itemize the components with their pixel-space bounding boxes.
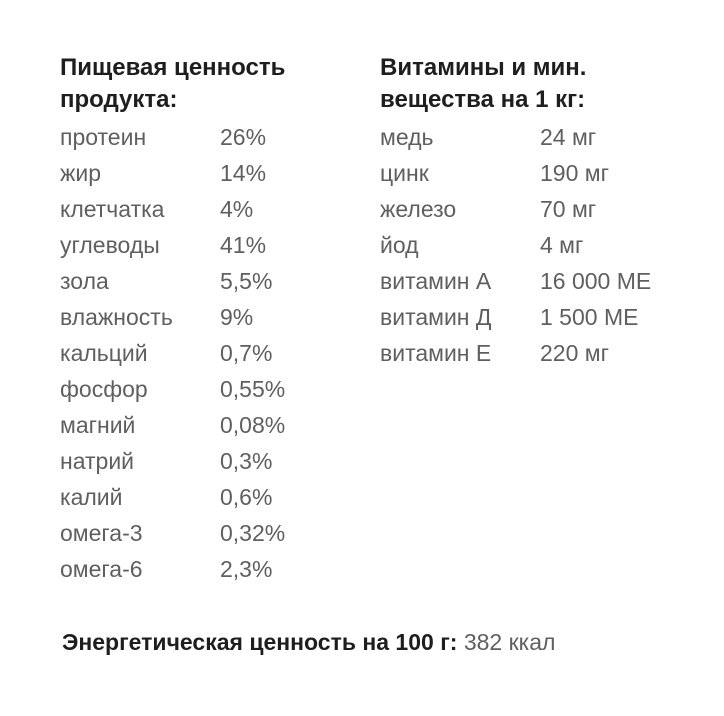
nutrient-name: жир bbox=[60, 160, 102, 186]
nutrient-value: 2,3% bbox=[220, 556, 273, 582]
vitamin-name: витамин А bbox=[380, 268, 492, 294]
vitamin-value: 16 000 МЕ bbox=[540, 268, 652, 294]
nutrient-value: 9% bbox=[220, 304, 254, 330]
vitamin-name: железо bbox=[380, 196, 457, 222]
nutrient-name: фосфор bbox=[60, 376, 148, 402]
nutrition-row bbox=[60, 227, 285, 263]
nutrition-heading-line2: продукта: bbox=[60, 86, 178, 113]
nutrient-value: 26% bbox=[220, 124, 267, 150]
nutrition-row bbox=[60, 407, 285, 443]
nutrition-row bbox=[60, 335, 285, 371]
vitamin-name: медь bbox=[380, 124, 434, 150]
vitamin-value: 190 мг bbox=[540, 160, 609, 186]
nutrition-row bbox=[60, 191, 285, 227]
vitamin-value: 220 мг bbox=[540, 340, 609, 366]
nutrition-row bbox=[60, 263, 285, 299]
nutrition-row bbox=[60, 299, 285, 335]
nutrient-name: калий bbox=[60, 484, 123, 510]
vitamins-heading-line2: вещества на 1 кг: bbox=[380, 86, 586, 113]
nutrient-value: 0,6% bbox=[220, 484, 273, 510]
nutrient-value: 14% bbox=[220, 160, 267, 186]
nutrition-row bbox=[60, 371, 285, 407]
vitamin-row bbox=[380, 191, 651, 227]
nutrient-value: 4% bbox=[220, 196, 254, 222]
vitamins-heading bbox=[380, 52, 651, 116]
energy-value-line bbox=[62, 624, 555, 660]
nutrition-row bbox=[60, 551, 285, 587]
nutrient-value: 5,5% bbox=[220, 268, 273, 294]
nutrient-value: 0,08% bbox=[220, 412, 286, 438]
vitamin-row bbox=[380, 119, 651, 155]
vitamins-list bbox=[380, 119, 651, 371]
nutrition-heading-line1: Пищевая ценность bbox=[60, 54, 286, 81]
vitamin-row bbox=[380, 155, 651, 191]
nutrition-row bbox=[60, 155, 285, 191]
nutrient-name: протеин bbox=[60, 124, 147, 150]
vitamin-row bbox=[380, 263, 651, 299]
nutrient-name: омега-3 bbox=[60, 520, 143, 546]
vitamin-name: витамин Д bbox=[380, 304, 492, 330]
vitamin-row bbox=[380, 227, 651, 263]
vitamin-row bbox=[380, 335, 651, 371]
nutrition-row bbox=[60, 479, 285, 515]
nutrition-list bbox=[60, 119, 285, 587]
vitamins-heading-line1: Витамины и мин. bbox=[380, 54, 587, 81]
vitamin-name: цинк bbox=[380, 160, 429, 186]
nutrient-name: магний bbox=[60, 412, 136, 438]
nutrient-name: омега-6 bbox=[60, 556, 143, 582]
nutrient-name: клетчатка bbox=[60, 196, 165, 222]
vitamin-row bbox=[380, 299, 651, 335]
nutrient-name: углеводы bbox=[60, 232, 160, 258]
nutrition-heading bbox=[60, 52, 285, 116]
vitamin-value: 4 мг bbox=[540, 232, 584, 258]
vitamin-value: 1 500 МЕ bbox=[540, 304, 639, 330]
nutrient-name: натрий bbox=[60, 448, 135, 474]
nutrient-value: 0,32% bbox=[220, 520, 286, 546]
nutrient-value: 0,7% bbox=[220, 340, 273, 366]
nutrient-value: 0,55% bbox=[220, 376, 286, 402]
energy-value: 382 ккал bbox=[463, 629, 556, 655]
vitamin-value: 24 мг bbox=[540, 124, 597, 150]
nutrient-name: влажность bbox=[60, 304, 173, 330]
nutrient-value: 0,3% bbox=[220, 448, 273, 474]
energy-label: Энергетическая ценность на 100 г: bbox=[62, 629, 458, 655]
vitamins-section bbox=[380, 52, 651, 371]
nutrition-row bbox=[60, 119, 285, 155]
nutrition-section bbox=[60, 52, 285, 587]
nutrition-row bbox=[60, 515, 285, 551]
vitamin-name: витамин Е bbox=[380, 340, 492, 366]
nutrition-row bbox=[60, 443, 285, 479]
nutrient-value: 41% bbox=[220, 232, 267, 258]
nutrient-name: кальций bbox=[60, 340, 148, 366]
vitamin-name: йод bbox=[380, 232, 419, 258]
nutrient-name: зола bbox=[60, 268, 109, 294]
vitamin-value: 70 мг bbox=[540, 196, 597, 222]
